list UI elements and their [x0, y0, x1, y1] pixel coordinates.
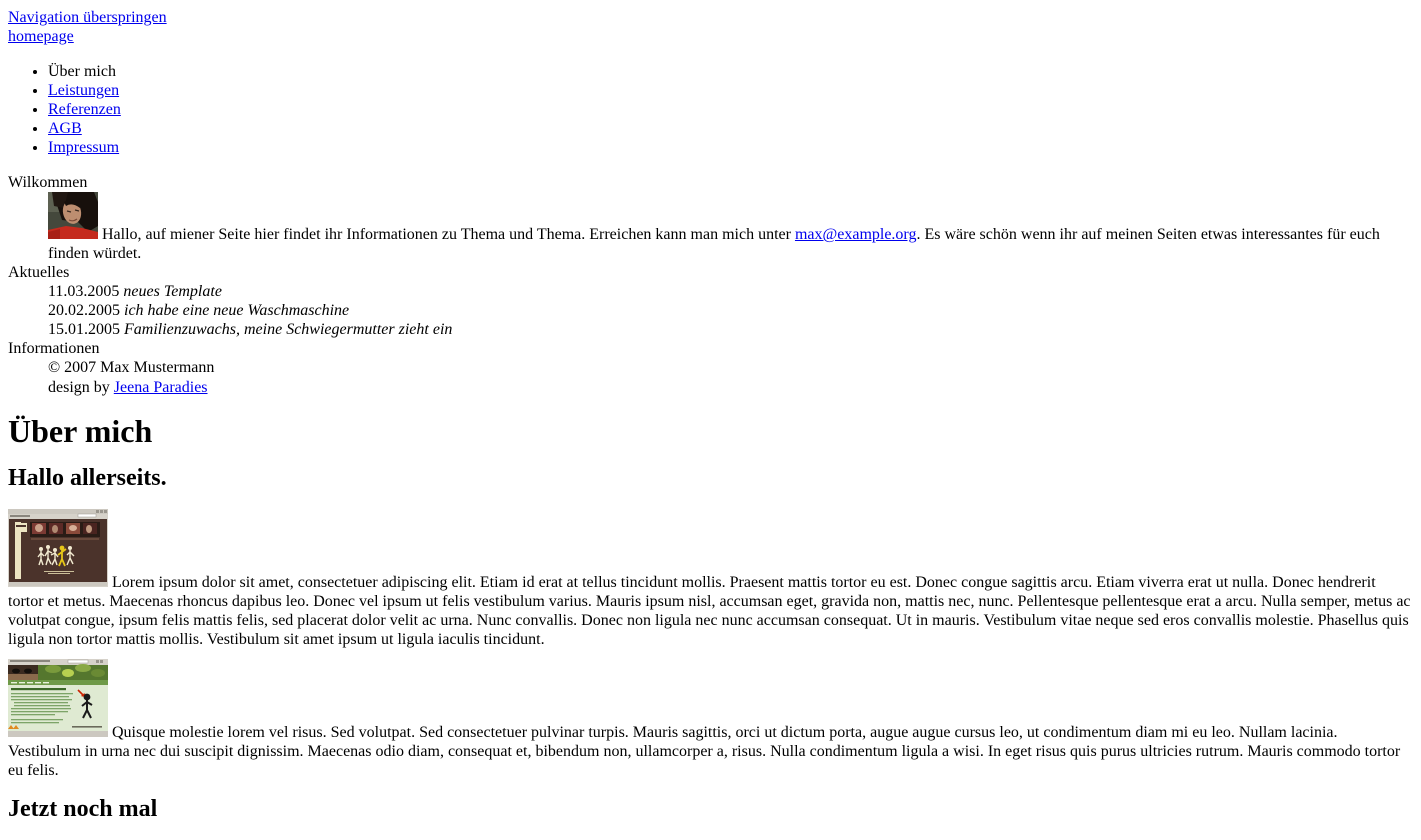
main-navigation — [8, 62, 1413, 157]
news-date: 15.01.2005 — [48, 321, 120, 339]
nav-item-ueber-mich — [48, 62, 1413, 81]
nav-link-leistungen[interactable]: Leistungen — [48, 82, 120, 100]
news-text: ich habe eine neue Waschmaschine — [124, 302, 350, 320]
nav-link-referenzen[interactable]: Referenzen — [48, 101, 121, 119]
website-screenshot-brown — [8, 509, 108, 587]
section-heading-jetzt: Jetzt noch mal — [8, 796, 158, 823]
info-title: Informationen — [8, 340, 100, 358]
welcome-text-after: . Es wäre schön wenn ihr auf meinen Seiten etwas interessantes für euch finden würdet. — [48, 226, 1380, 263]
nav-item-agb — [48, 119, 1413, 138]
paragraph-text: Quisque molestie lorem vel risus. Sed volutpat. Sed consectetuer pulvinar turpis. Mauris sagittis, orci ut dictum porta, augue augue cursus leo, ut condimentum diam mi eu leo. Nullam lacinia. Vestibulum in urna nec dui suscipit dignissim. Maecenas odio diam, consequat et, bibendum non, ullamcorper a, risus. Nulla condimentum ligula a wisi. In eget risus quis purus ultricies rutrum. Mauris commodo tortor eu felis. — [8, 724, 1401, 780]
sidebar-lists — [8, 173, 1413, 396]
welcome-text: Hallo, auf miener Seite hier findet ihr Informationen zu Thema und Thema. Erreichen kann man mich unter — [102, 226, 791, 244]
nav-item-impressum — [48, 138, 1413, 157]
design-by-label: design by — [48, 378, 110, 396]
welcome-title: Wilkommen — [8, 174, 88, 192]
website-screenshot-green — [8, 659, 108, 737]
news-title: Aktuelles — [8, 264, 70, 282]
nav-item-leistungen — [48, 81, 1413, 100]
news-item — [48, 320, 1413, 339]
news-text: Familienzuwachs, meine Schwiegermutter zieht ein — [124, 321, 453, 339]
nav-link-agb[interactable]: AGB — [48, 120, 82, 138]
nav-item-referenzen — [48, 100, 1413, 119]
paragraph-text: Lorem ipsum dolor sit amet, consectetuer adipiscing elit. Etiam id erat at tellus tincidunt mollis. Praesent mattis tortor eu est. Donec congue sagittis arcu. Etiam viverra erat ut nulla. Donec hendrerit tortor et metus. Maecenas rhoncus dapibus leo. Donec vel ipsum ut felis vestibulum varius. Mauris ipsum nisl, accumsan eget, gravida non, mattis nec, nunc. Pellentesque pellentesque erat a arcu. Nulla semper, metus ac volutpat congue, ipsum felis mattis felis, sed placerat dolor velit ac urna. Nunc convallis. Donec non ligula nec nunc accumsan consequat. Ut in mauris. Vestibulum vitae neque sed eros convallis molestie. Phasellus quis ligula non tortor mattis mollis. Vestibulum sit amet ipsum ut ligula iaculis tincidunt. — [8, 573, 1411, 649]
nav-current-label: Über mich — [48, 63, 116, 81]
page-title: Über mich — [8, 412, 153, 449]
welcome-content — [48, 192, 1413, 263]
skip-navigation-link[interactable]: Navigation überspringen — [8, 9, 167, 26]
section-heading-hallo: Hallo allerseits. — [8, 465, 167, 492]
about-paragraph-1 — [8, 509, 1413, 649]
news-item — [48, 282, 1413, 301]
designer-link[interactable]: Jeena Paradies — [113, 378, 208, 396]
news-item — [48, 301, 1413, 320]
news-date: 20.02.2005 — [48, 302, 120, 320]
news-text: neues Template — [123, 283, 222, 301]
nav-link-impressum[interactable]: Impressum — [48, 139, 120, 157]
news-date: 11.03.2005 — [48, 283, 120, 301]
design-credit — [48, 378, 1413, 397]
portrait-photo — [48, 192, 98, 239]
about-paragraph-2 — [8, 659, 1413, 780]
email-link[interactable]: max@example.org — [794, 226, 917, 244]
homepage-link[interactable]: homepage — [8, 28, 74, 46]
copyright: © 2007 Max Mustermann — [48, 359, 215, 377]
